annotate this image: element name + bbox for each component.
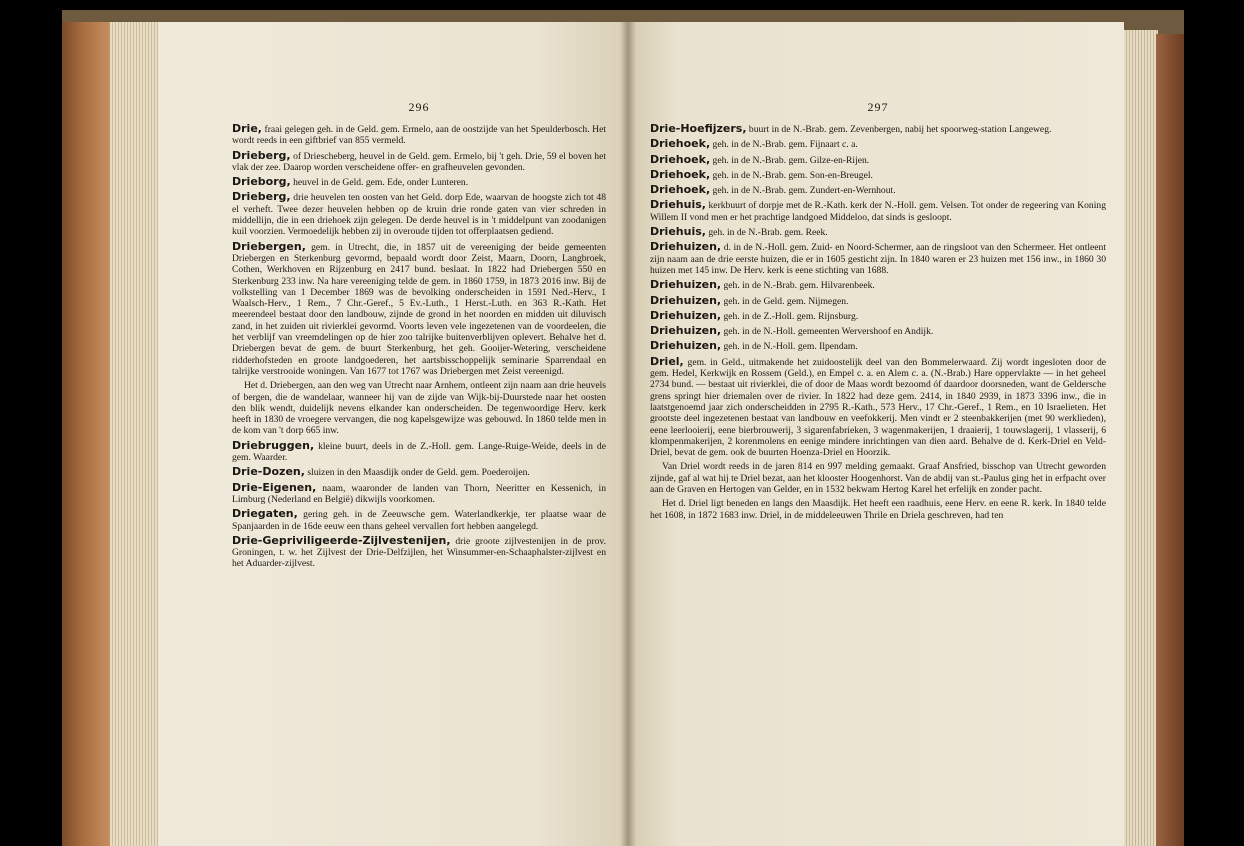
page-edges-left — [110, 22, 158, 846]
entry-headword: Driehoek, — [650, 167, 711, 181]
entry-headword: Drie-Dozen, — [232, 465, 305, 479]
entry-text: buurt in de N.-Brab. gem. Zevenbergen, nabij het spoorweg-station Langeweg. — [746, 124, 1052, 135]
entry-text: geh. in de Geld. gem. Nijmegen. — [721, 295, 849, 307]
entry-text: gering geh. in de Zeeuwsche gem. Waterlandkerkje, ter plaatse waar de Spanjaarden in de 16de eeuw een thans geheel vervallen fort hebben aangelegd. — [232, 509, 606, 532]
dictionary-entry — [650, 199, 1106, 223]
dictionary-entry — [650, 325, 1106, 337]
dictionary-entry — [232, 535, 606, 570]
dictionary-entry — [232, 123, 606, 147]
book-gutter — [620, 22, 636, 846]
entry-text: sluizen in den Maasdijk onder de Geld. gem. Poederoijen. — [304, 467, 530, 479]
entry-text: heuvel in de Geld. gem. Ede, onder Lunteren. — [290, 177, 469, 189]
dictionary-entry — [650, 123, 1106, 135]
entry-text: Het d. Driebergen, aan den weg van Utrecht naar Arnhem, ontleent zijn naam aan drie heuvels of bergen, die de wandelaar, wanneer hij van de zijde van Wijk-bij-Duurstede naar het oosten den blik wendt, duidelijk nevens elkander kan onderscheiden. De tegenwoordige Herv. kerk heeft in 1830 de vroegere vervangen, die nog kapelsgewijze was gebouwd. In 1860 telde men in de kom van 't dorp 665 inw. — [232, 380, 606, 437]
dictionary-entry — [232, 176, 606, 188]
entry-text: kleine buurt, deels in de Z.-Holl. gem. Lange-Ruige-Weide, deels in de gem. Waarder. — [232, 440, 606, 464]
left-page — [158, 22, 628, 846]
entry-headword: Driehoek, — [650, 183, 711, 197]
entry-headword: Driehuizen, — [650, 339, 722, 353]
dictionary-entry — [232, 380, 606, 436]
dictionary-entry — [650, 241, 1106, 276]
dictionary-entry — [232, 508, 606, 532]
entry-headword: Driehoek, — [650, 137, 711, 151]
entry-text: drie groote zijlvestenijen in de prov. Groningen, t. w. het Zijlvest der Drie-Delfzijlen, het Winsummer-en-Schaaphalster-zijlvest en het Aduarder-zijlvest. — [232, 535, 606, 570]
dictionary-entry — [232, 482, 606, 506]
dictionary-entry — [650, 154, 1106, 166]
entry-headword: Driel, — [650, 354, 684, 368]
dictionary-entry — [650, 295, 1106, 307]
dictionary-entry — [650, 169, 1106, 181]
entry-text: geh. in de N.-Holl. gemeenten Wervershoof en Andijk. — [721, 326, 934, 338]
entry-text: geh. in de N.-Brab. gem. Gilze-en-Rijen. — [710, 154, 870, 166]
entry-text: kerkbuurt of dorpje met de R.-Kath. kerk der N.-Holl. gem. Velsen. Tot onder de regeering van Koning Willem II vond men er het prachtige landgoed Middeloo, dat sinds is gesloopt. — [650, 200, 1106, 223]
entry-text: of Driescheberg, heuvel in de Geld. gem. Ermelo, bij 't geh. Drie, 59 el boven het vlak der zee. Daarop worden verscheidene offer- en grafheuvelen gevonden. — [232, 150, 606, 173]
right-page-text — [650, 123, 1106, 521]
dictionary-entry — [650, 279, 1106, 291]
entry-headword: Driehuizen, — [650, 240, 722, 254]
dictionary-entry — [232, 150, 606, 174]
entry-text: geh. in de N.-Brab. gem. Fijnaart c. a. — [710, 139, 858, 151]
entry-headword: Driehuizen, — [650, 324, 722, 338]
book-spine-left — [62, 22, 112, 846]
dictionary-entry — [232, 440, 606, 464]
entry-headword: Drieberg, — [232, 190, 291, 204]
entry-text: Van Driel wordt reeds in de jaren 814 en 997 melding gemaakt. Graaf Ansfried, bisschop van Utrecht geworden zijnde, gaf al wat hij te Driel bezat, aan het klooster Hoogenhorst. Van de abdij van st.-Paulus ging het in erfpacht over aan de Graven en Hertogen van Gelder, en in 1532 bekwam Hertog Karel het erfelijk en zonder pacht. — [650, 461, 1106, 496]
entry-text: gem. in Geld., uitmakende het zuidoostelijk deel van den Bommelerwaard. Zij wordt ingesloten door de gem. Hedel, Kerkwijk en Rossem (Geld.), en Empel c. a. en Alem c. a. (N.-Brab.) Hare oppervlakte — in het geheel 2734 bund. — bestaat uit rivierklei, die of door de Maas wordt bezoomd óf daardoor doorsneden, want de Geldersche grens springt hier driemalen over de rivier. In 1822 had deze gem. 2414, in 1840 2939, in 1873 3396 inw., die in laatstgenoemd jaar zich onderscheidden in 2795 R.-Kath., 573 Herv., 17 Chr.-Geref., 1 Rem., en 10 Israelieten. Het grootste deel ingezetenen bestaat van landbouw en veefokkerij. Men vindt er 2 steenbakkerijen (met 90 werklieden), eene leerlooierij, eene bierbrouwerij, 3 sigarenfabrieken, 3 wagenmakerijen, 1 draaierij, 1 touwslagerij, 1 vlasserij, 6 klompenmakerijen, 2 korenmolens en eenige mindere inrichtingen van dien aard. Behalve de d. Kerk-Driel en Veld-Driel, bevat de gem. ook de buurten Hoenza-Driel en Hoorzik. — [650, 356, 1106, 459]
entry-text: geh. in de N.-Brab. gem. Son-en-Breugel. — [710, 169, 873, 181]
entry-text: naam, waaronder de landen van Thorn, Neeritter en Kessenich, in Limburg (Nederland en België) dikwijls voorkomen. — [232, 482, 606, 505]
entry-headword: Driehuizen, — [650, 308, 722, 322]
dictionary-entry — [650, 310, 1106, 322]
entry-text: geh. in de N.-Brab. gem. Reek. — [705, 227, 828, 239]
entry-text: Het d. Driel ligt beneden en langs den Maasdijk. Het heeft een raadhuis, eene Herv. en eene R. kerk. In 1840 telde het 1608, in 1872 1683 inw. Driel, in de middeleeuwen Thrile en Driela geschreven, had ten — [650, 498, 1106, 521]
entry-text: geh. in de Z.-Holl. gem. Rijnsburg. — [721, 310, 859, 322]
entry-headword: Driehuis, — [650, 198, 706, 212]
dictionary-entry — [650, 340, 1106, 352]
entry-headword: Drie-Eigenen, — [232, 480, 317, 494]
entry-text: geh. in de N.-Brab. gem. Zundert-en-Wernhout. — [710, 185, 896, 197]
entry-text: geh. in de N.-Brab. gem. Hilvarenbeek. — [721, 280, 875, 292]
page-edges-right — [1124, 30, 1158, 846]
entry-headword: Driehoek, — [650, 152, 711, 166]
entry-text: drie heuvelen ten oosten van het Geld. dorp Ede, waarvan de hoogste zich tot 48 el verheft. Twee dezer heuvelen hebben op de kruin drie ronde gaten van vier schreden in middellijn, die in een driehoek zijn gelegen. De derde heuvel is in 't middelpunt van zoodanigen kuil voorzien. Vermoedelijk hebben zij in overoude tijden tot offerplaatsen gediend. — [232, 192, 606, 238]
entry-headword: Driehuizen, — [650, 278, 722, 292]
entry-headword: Drie, — [232, 122, 262, 135]
dictionary-entry — [650, 461, 1106, 495]
dictionary-entry — [650, 226, 1106, 238]
book-spine-right — [1156, 34, 1184, 846]
entry-headword: Driebruggen, — [232, 438, 315, 452]
entry-headword: Driehuizen, — [650, 293, 722, 307]
entry-text: gem. in Utrecht, die, in 1857 uit de vereeniging der beide gemeenten Driebergen en Sterkenburg gevormd, bepaald wordt door Zeist, Maarn, Doorn, Langbroek, Cothen, Werkhoven en Rijzenburg en 2417 bund. beslaat. In 1822 had Driebergen 550 en Sterkenburg 233 inw. Na hare vereeniging telde de gem. in 1860 1759, in 1873 2016 inw. Bij de volkstelling van 1 December 1869 was de bevolking onderscheiden in 1591 Ned.-Herv., 1 Waalsch-Herv., 1 Rem., 7 Chr.-Geref., 5 Ev.-Luth., 1 Herst.-Luth. en 363 R.-Kath. Het meerendeel bestaat door den landbouw, zijnde de grond in het noorden en midden uit diluvisch zand, in het zuiden uit rivierklei gevormd. Voorts leven vele ingezetenen van de voordeelen, die het verblijf van vreemdelingen op de hier zoo talrijke buitenverblijven oplevert. Behalve het d. Driebergen bevat de gem. de buurt Sterkenburg, het geh. Gooijer-Wetering, verscheidene ridderhofsteden en groote landgoederen, het aartsbisschoppelijk seminarie Sparrendaal en talrijke verstrooide woningen. Van 1677 tot 1767 was Driebergen met Zeist vereenigd. — [232, 241, 606, 377]
entry-headword: Drieborg, — [232, 175, 291, 189]
entry-headword: Drieberg, — [232, 148, 291, 162]
entry-headword: Driegaten, — [232, 507, 298, 521]
dictionary-entry — [232, 466, 606, 478]
dictionary-entry — [650, 498, 1106, 521]
dictionary-entry — [650, 356, 1106, 459]
entry-headword: Driehuis, — [650, 225, 706, 239]
entry-text: d. in de N.-Holl. gem. Zuid- en Noord-Schermer, aan de ringsloot van den Schermeer. Het ontleent zijn naam aan de drie eerste huizen, die er in 1605 gesticht zijn. In 1840 waren er 23 huizen met 156 inw., in 1860 30 huizen met 145 inw. De Herv. kerk is eene stichting van 1688. — [650, 242, 1106, 276]
entry-headword: Drie-Hoefijzers, — [650, 122, 747, 135]
dictionary-entry — [232, 191, 606, 237]
left-page-text — [232, 123, 606, 570]
page-number-right: 297 — [867, 100, 889, 114]
entry-text: fraai gelegen geh. in de Geld. gem. Ermelo, aan de oostzijde van het Speulderbosch. Het wordt reeds in een giftbrief van 855 vermeld. — [232, 124, 606, 147]
page-number-left: 296 — [408, 100, 430, 114]
dictionary-entry — [650, 184, 1106, 196]
entry-text: geh. in de N.-Holl. gem. Ilpendam. — [721, 341, 858, 353]
dictionary-entry — [232, 241, 606, 378]
dictionary-entry — [650, 138, 1106, 150]
entry-headword: Drie-Gepriviligeerde-Zijlvestenijen, — [232, 533, 451, 547]
right-page — [628, 22, 1124, 846]
entry-headword: Driebergen, — [232, 239, 306, 253]
